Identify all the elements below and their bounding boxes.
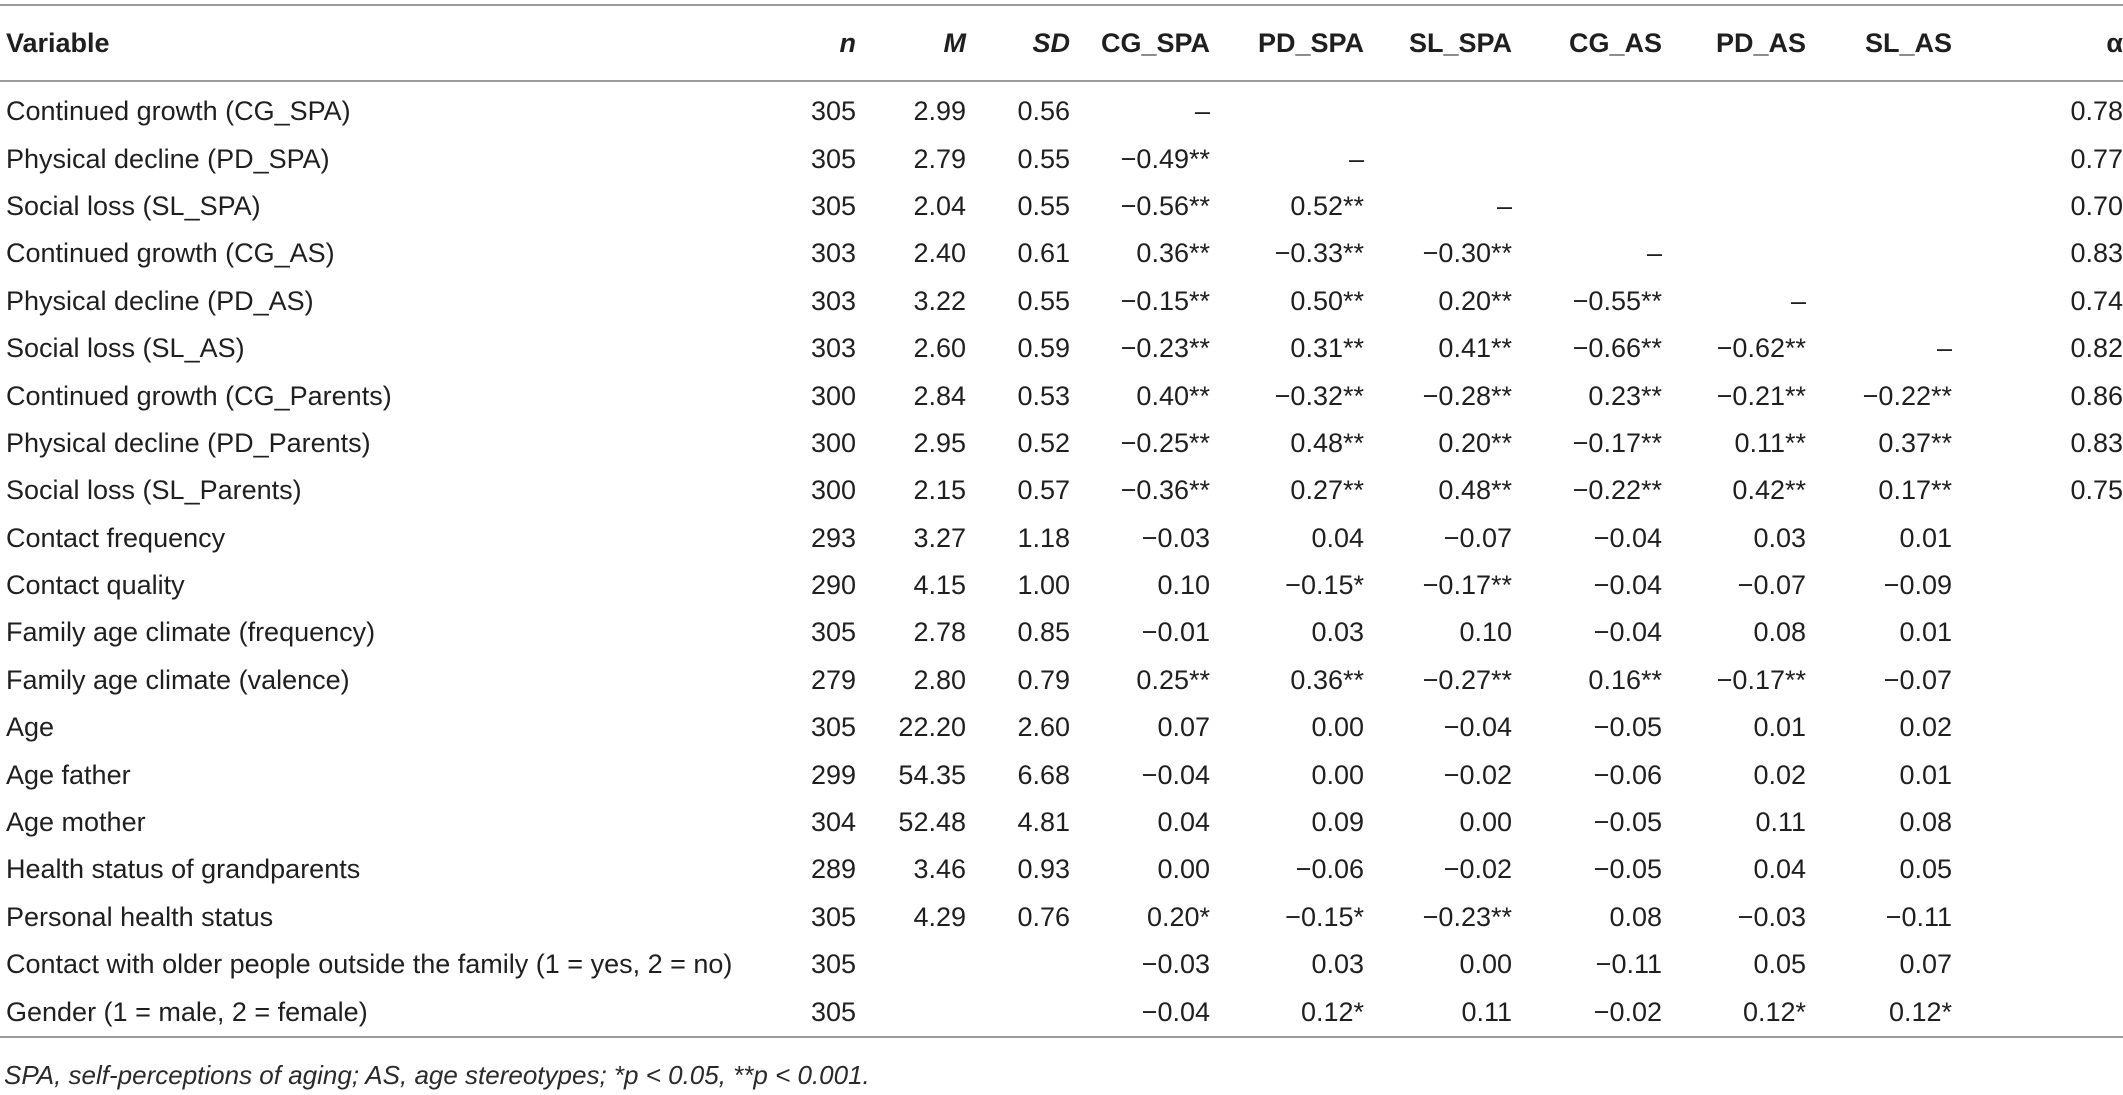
- cell-n: 300: [810, 380, 856, 411]
- cell-alpha: 0.86: [2070, 380, 2123, 411]
- cell-m: 4.29: [913, 901, 966, 932]
- cell-sl-spa: 0.10: [1459, 617, 1512, 648]
- cell-cg-as: 0.23**: [1588, 380, 1662, 411]
- cell-pd-as: 0.04: [1753, 854, 1806, 885]
- cell-sl-spa: 0.00: [1459, 807, 1512, 838]
- cell-m: 2.84: [913, 380, 966, 411]
- table-row: [0, 846, 2123, 893]
- cell-alpha: [1994, 988, 2123, 1036]
- cell-variable: Continued growth (CG_AS): [6, 238, 335, 269]
- cell-cg-spa: 0.10: [1157, 570, 1210, 601]
- cell-sd: 0.53: [1017, 380, 1070, 411]
- cell-m: 2.80: [913, 664, 966, 695]
- cell-variable: Social loss (SL_Parents): [6, 475, 302, 506]
- table-row: [0, 799, 2123, 846]
- cell-sl-spa: −0.27**: [1422, 664, 1512, 695]
- cell-sl-spa: 0.20**: [1438, 427, 1512, 458]
- cell-variable: Personal health status: [6, 901, 274, 932]
- cell-alpha: 0.77: [2070, 143, 2123, 174]
- cell-alpha: 0.70: [2070, 190, 2123, 221]
- cell-cg-as: −0.04: [1593, 522, 1662, 553]
- cell-m: 2.95: [913, 427, 966, 458]
- cell-sl-as: −0.22**: [1862, 380, 1952, 411]
- cell-pd-spa: –: [1348, 143, 1364, 174]
- cell-cg-as: −0.04: [1593, 617, 1662, 648]
- header-cg-as: CG_AS: [1568, 27, 1662, 58]
- cell-cg-as: −0.66**: [1572, 333, 1662, 364]
- cell-variable: Health status of grandparents: [6, 854, 361, 885]
- cell-pd-spa: 0.27**: [1290, 475, 1364, 506]
- table-row: [0, 515, 2123, 562]
- cell-sd: 1.00: [1017, 570, 1070, 601]
- cell-pd-as: [1702, 81, 1846, 135]
- cell-sl-spa: [1406, 81, 1556, 135]
- cell-alpha: 0.82: [2070, 333, 2123, 364]
- cell-cg-as: 0.08: [1609, 901, 1662, 932]
- cell-pd-spa: 0.50**: [1290, 285, 1364, 316]
- cell-sd: 0.85: [1017, 617, 1070, 648]
- cell-pd-as: 0.11**: [1734, 427, 1806, 458]
- cell-m: 3.22: [913, 285, 966, 316]
- cell-sl-spa: 0.11: [1406, 988, 1556, 1036]
- cell-m: 2.99: [913, 96, 966, 127]
- cell-m: 22.20: [898, 712, 966, 743]
- header-alpha: α: [2106, 27, 2123, 58]
- cell-variable: Social loss (SL_SPA): [6, 190, 261, 221]
- cell-sl-spa: 0.00: [1459, 949, 1512, 980]
- header-row: [0, 5, 2123, 81]
- cell-sd: 0.55: [1017, 190, 1070, 221]
- cell-cg-as: [1556, 183, 1702, 230]
- cell-alpha: [1994, 941, 2123, 988]
- table-row: [0, 420, 2123, 467]
- table-row: [0, 941, 2123, 988]
- header-sl-spa: SL_SPA: [1408, 27, 1512, 58]
- header-n: n: [839, 27, 856, 58]
- cell-sl-as: −0.09: [1883, 570, 1952, 601]
- cell-cg-spa: 0.40**: [1136, 380, 1210, 411]
- cell-alpha: 0.74: [2070, 285, 2123, 316]
- cell-m: [870, 941, 990, 988]
- cell-m: 52.48: [898, 807, 966, 838]
- cell-m: 2.78: [913, 617, 966, 648]
- cell-sl-spa: −0.30**: [1422, 238, 1512, 269]
- table-row: [0, 467, 2123, 514]
- cell-variable: Physical decline (PD_AS): [6, 285, 314, 316]
- cell-n: 303: [810, 333, 856, 364]
- cell-sd: 0.93: [1017, 854, 1070, 885]
- cell-sl-spa: 0.41**: [1438, 333, 1512, 364]
- cell-pd-as: 0.42**: [1732, 475, 1806, 506]
- cell-sd: 6.68: [1017, 759, 1070, 790]
- cell-variable: Physical decline (PD_Parents): [6, 427, 371, 458]
- cell-cg-as: −0.06: [1593, 759, 1662, 790]
- cell-cg-as: −0.55**: [1572, 285, 1662, 316]
- cell-cg-as: −0.04: [1593, 570, 1662, 601]
- cell-sd: 0.79: [1017, 664, 1070, 695]
- cell-alpha: 0.83: [2070, 238, 2123, 269]
- table-row: [0, 278, 2123, 325]
- cell-sl-as: 0.37**: [1878, 427, 1952, 458]
- cell-sd: 0.55: [1017, 285, 1070, 316]
- cell-cg-spa: 0.00: [1157, 854, 1210, 885]
- cell-cg-spa: 0.04: [1157, 807, 1210, 838]
- cell-pd-as: 0.01: [1753, 712, 1806, 743]
- cell-variable: Contact quality: [6, 570, 185, 601]
- cell-pd-spa: 0.03: [1311, 617, 1364, 648]
- cell-sd: 0.56: [1017, 96, 1070, 127]
- cell-cg-as: −0.02: [1556, 988, 1702, 1036]
- cell-cg-spa: 0.36**: [1136, 238, 1210, 269]
- cell-n: 293: [810, 522, 856, 553]
- cell-sl-spa: 0.48**: [1438, 475, 1512, 506]
- cell-alpha: [1994, 799, 2123, 846]
- cell-pd-spa: −0.06: [1295, 854, 1364, 885]
- header-m: M: [943, 27, 966, 58]
- table-row: [0, 325, 2123, 372]
- cell-cg-spa: −0.04: [1100, 988, 1256, 1036]
- cell-pd-as: 0.12*: [1702, 988, 1846, 1036]
- cell-pd-spa: 0.48**: [1290, 427, 1364, 458]
- cell-m: [870, 988, 990, 1036]
- cell-sl-as: 0.08: [1899, 807, 1952, 838]
- cell-n: 305: [790, 988, 870, 1036]
- header-sd: SD: [1032, 27, 1070, 58]
- cell-m: 54.35: [898, 759, 966, 790]
- table-row: [0, 988, 2123, 1036]
- cell-cg-spa: −0.04: [1141, 759, 1210, 790]
- table-row: [0, 81, 2123, 135]
- cell-m: 2.04: [913, 190, 966, 221]
- cell-n: 303: [810, 238, 856, 269]
- cell-cg-spa: −0.36**: [1120, 475, 1210, 506]
- cell-sl-spa: −0.02: [1443, 759, 1512, 790]
- cell-alpha: [1994, 562, 2123, 609]
- header-pd-spa: PD_SPA: [1257, 27, 1364, 58]
- table-row: [0, 183, 2123, 230]
- cell-n: 305: [810, 901, 856, 932]
- cell-cg-spa: −0.01: [1141, 617, 1210, 648]
- cell-sd: 0.52: [1017, 427, 1070, 458]
- cell-sl-spa: −0.07: [1443, 522, 1512, 553]
- cell-sl-as: [1846, 81, 1994, 135]
- cell-alpha: [1994, 515, 2123, 562]
- cell-sl-spa: 0.20**: [1438, 285, 1512, 316]
- cell-pd-as: [1702, 135, 1846, 182]
- cell-n: 305: [810, 617, 856, 648]
- table-row: [0, 704, 2123, 751]
- cell-m: 2.60: [913, 333, 966, 364]
- cell-pd-spa: −0.32**: [1274, 380, 1364, 411]
- cell-variable: Physical decline (PD_SPA): [6, 143, 330, 174]
- cell-pd-as: 0.11: [1755, 807, 1806, 838]
- cell-pd-as: 0.05: [1753, 949, 1806, 980]
- cell-cg-as: 0.16**: [1588, 664, 1662, 695]
- cell-sd: 0.57: [1017, 475, 1070, 506]
- cell-variable: Continued growth (CG_SPA): [6, 96, 351, 127]
- table-row: [0, 657, 2123, 704]
- cell-pd-as: −0.07: [1737, 570, 1806, 601]
- cell-sl-spa: −0.28**: [1422, 380, 1512, 411]
- cell-cg-spa: −0.15**: [1120, 285, 1210, 316]
- cell-alpha: 0.78: [2070, 96, 2123, 127]
- cell-pd-spa: 0.12*: [1256, 988, 1406, 1036]
- cell-pd-spa: −0.15*: [1285, 570, 1364, 601]
- cell-sd: [990, 988, 1100, 1036]
- cell-sl-spa: −0.04: [1443, 712, 1512, 743]
- cell-m: 3.46: [913, 854, 966, 885]
- cell-cg-spa: −0.03: [1141, 522, 1210, 553]
- cell-sd: 0.59: [1017, 333, 1070, 364]
- cell-cg-as: –: [1646, 238, 1662, 269]
- cell-m: 2.15: [913, 475, 966, 506]
- cell-sl-spa: [1406, 135, 1556, 182]
- cell-pd-as: 0.02: [1753, 759, 1806, 790]
- cell-cg-spa: 0.25**: [1136, 664, 1210, 695]
- header-variable: Variable: [6, 27, 110, 58]
- cell-variable: Social loss (SL_AS): [6, 333, 245, 364]
- cell-sl-as: −0.07: [1883, 664, 1952, 695]
- cell-cg-as: −0.05: [1593, 807, 1662, 838]
- cell-pd-spa: −0.33**: [1274, 238, 1364, 269]
- cell-cg-spa: −0.23**: [1120, 333, 1210, 364]
- cell-sl-as: 0.17**: [1878, 475, 1952, 506]
- cell-sl-as: [1846, 278, 1994, 325]
- cell-alpha: [1994, 609, 2123, 656]
- cell-sl-as: 0.02: [1899, 712, 1952, 743]
- cell-variable: Age: [6, 712, 55, 743]
- cell-alpha: [1994, 894, 2123, 941]
- cell-n: 303: [810, 285, 856, 316]
- table-footnote: SPA, self-perceptions of aging; AS, age stereotypes; *p < 0.05, **p < 0.001.: [4, 1060, 870, 1090]
- cell-pd-spa: 0.00: [1311, 759, 1364, 790]
- cell-n: 304: [810, 807, 856, 838]
- cell-pd-as: 0.03: [1753, 522, 1806, 553]
- cell-alpha: [1994, 704, 2123, 751]
- cell-sl-spa: −0.23**: [1422, 901, 1512, 932]
- cell-pd-spa: 0.31**: [1290, 333, 1364, 364]
- cell-n: 300: [810, 475, 856, 506]
- cell-n: 305: [810, 143, 856, 174]
- cell-variable: Age father: [6, 759, 131, 790]
- cell-variable: Contact frequency: [6, 522, 226, 553]
- cell-pd-spa: −0.15*: [1285, 901, 1364, 932]
- cell-pd-as: –: [1790, 285, 1806, 316]
- cell-variable: Gender (1 = male, 2 = female): [0, 988, 790, 1036]
- table-row: [0, 230, 2123, 277]
- cell-alpha: 0.75: [2070, 475, 2123, 506]
- table-row: [0, 135, 2123, 182]
- table-row: [0, 372, 2123, 419]
- cell-sl-as: [1846, 183, 1994, 230]
- cell-pd-as: [1702, 230, 1846, 277]
- cell-sd: 2.60: [1017, 712, 1070, 743]
- cell-variable: Age mother: [6, 807, 146, 838]
- cell-cg-as: [1556, 135, 1702, 182]
- cell-sl-as: 0.05: [1899, 854, 1952, 885]
- cell-pd-spa: 0.52**: [1290, 190, 1364, 221]
- header-pd-as: PD_AS: [1715, 27, 1806, 58]
- cell-n: 279: [810, 664, 856, 695]
- cell-sd: 0.55: [1017, 143, 1070, 174]
- cell-pd-spa: 0.36**: [1290, 664, 1364, 695]
- cell-n: 305: [810, 949, 856, 980]
- cell-pd-as: −0.03: [1737, 901, 1806, 932]
- cell-m: 4.15: [913, 570, 966, 601]
- cell-cg-spa: −0.03: [1141, 949, 1210, 980]
- cell-cg-spa: 0.20*: [1146, 901, 1210, 932]
- cell-sl-as: 0.01: [1899, 759, 1952, 790]
- cell-pd-as: −0.17**: [1716, 664, 1806, 695]
- cell-sd: 1.18: [1017, 522, 1070, 553]
- correlation-table: [0, 4, 2123, 1038]
- cell-sl-as: 0.07: [1899, 949, 1952, 980]
- cell-sd: 4.81: [1017, 807, 1070, 838]
- cell-sd: 0.61: [1017, 238, 1070, 269]
- cell-n: 290: [810, 570, 856, 601]
- cell-cg-spa: 0.07: [1157, 712, 1210, 743]
- table-row: [0, 894, 2123, 941]
- cell-cg-spa: −0.25**: [1120, 427, 1210, 458]
- cell-pd-spa: 0.09: [1311, 807, 1364, 838]
- cell-sl-spa: –: [1496, 190, 1512, 221]
- cell-pd-spa: [1256, 81, 1406, 135]
- cell-sl-as: −0.11: [1885, 901, 1952, 932]
- cell-sl-as: 0.01: [1899, 522, 1952, 553]
- cell-variable: Family age climate (valence): [6, 664, 350, 695]
- cell-n: 299: [810, 759, 856, 790]
- cell-pd-spa: 0.03: [1311, 949, 1364, 980]
- cell-n: 305: [810, 712, 856, 743]
- cell-cg-as: −0.17**: [1572, 427, 1662, 458]
- cell-pd-spa: 0.04: [1311, 522, 1364, 553]
- cell-alpha: 0.83: [2070, 427, 2123, 458]
- cell-sd: [990, 941, 1100, 988]
- cell-n: 305: [810, 190, 856, 221]
- table-row: [0, 609, 2123, 656]
- cell-alpha: [1994, 846, 2123, 893]
- header-sl-as: SL_AS: [1864, 27, 1952, 58]
- cell-sl-spa: −0.02: [1443, 854, 1512, 885]
- cell-sl-as: 0.01: [1899, 617, 1952, 648]
- cell-sl-as: –: [1936, 333, 1952, 364]
- table-row: [0, 562, 2123, 609]
- cell-variable: Continued growth (CG_Parents): [6, 380, 392, 411]
- cell-alpha: [1994, 657, 2123, 704]
- table-body: [0, 81, 2123, 1037]
- cell-n: 300: [810, 427, 856, 458]
- cell-cg-as: [1556, 81, 1702, 135]
- cell-sl-as: [1846, 135, 1994, 182]
- cell-variable: Contact with older people outside the family (1 = yes, 2 = no): [6, 949, 733, 980]
- cell-pd-as: −0.21**: [1716, 380, 1806, 411]
- cell-m: 2.40: [913, 238, 966, 269]
- cell-m: 3.27: [913, 522, 966, 553]
- cell-pd-spa: 0.00: [1311, 712, 1364, 743]
- cell-cg-spa: −0.49**: [1120, 143, 1210, 174]
- cell-cg-as: −0.05: [1593, 712, 1662, 743]
- cell-sl-spa: −0.17**: [1422, 570, 1512, 601]
- cell-cg-as: −0.11: [1595, 949, 1662, 980]
- header-cg-spa: CG_SPA: [1100, 27, 1210, 58]
- cell-pd-as: −0.62**: [1716, 333, 1806, 364]
- table-row: [0, 751, 2123, 798]
- cell-sd: 0.76: [1017, 901, 1070, 932]
- cell-sl-as: [1846, 230, 1994, 277]
- cell-m: 2.79: [913, 143, 966, 174]
- cell-pd-as: 0.08: [1753, 617, 1806, 648]
- cell-cg-spa: –: [1194, 96, 1210, 127]
- cell-cg-spa: −0.56**: [1120, 190, 1210, 221]
- cell-variable: Family age climate (frequency): [6, 617, 376, 648]
- cell-pd-as: [1702, 183, 1846, 230]
- cell-cg-as: −0.22**: [1572, 475, 1662, 506]
- cell-cg-as: −0.05: [1593, 854, 1662, 885]
- cell-sl-as: 0.12*: [1846, 988, 1994, 1036]
- cell-n: 289: [810, 854, 856, 885]
- cell-alpha: [1994, 751, 2123, 798]
- cell-n: 305: [810, 96, 856, 127]
